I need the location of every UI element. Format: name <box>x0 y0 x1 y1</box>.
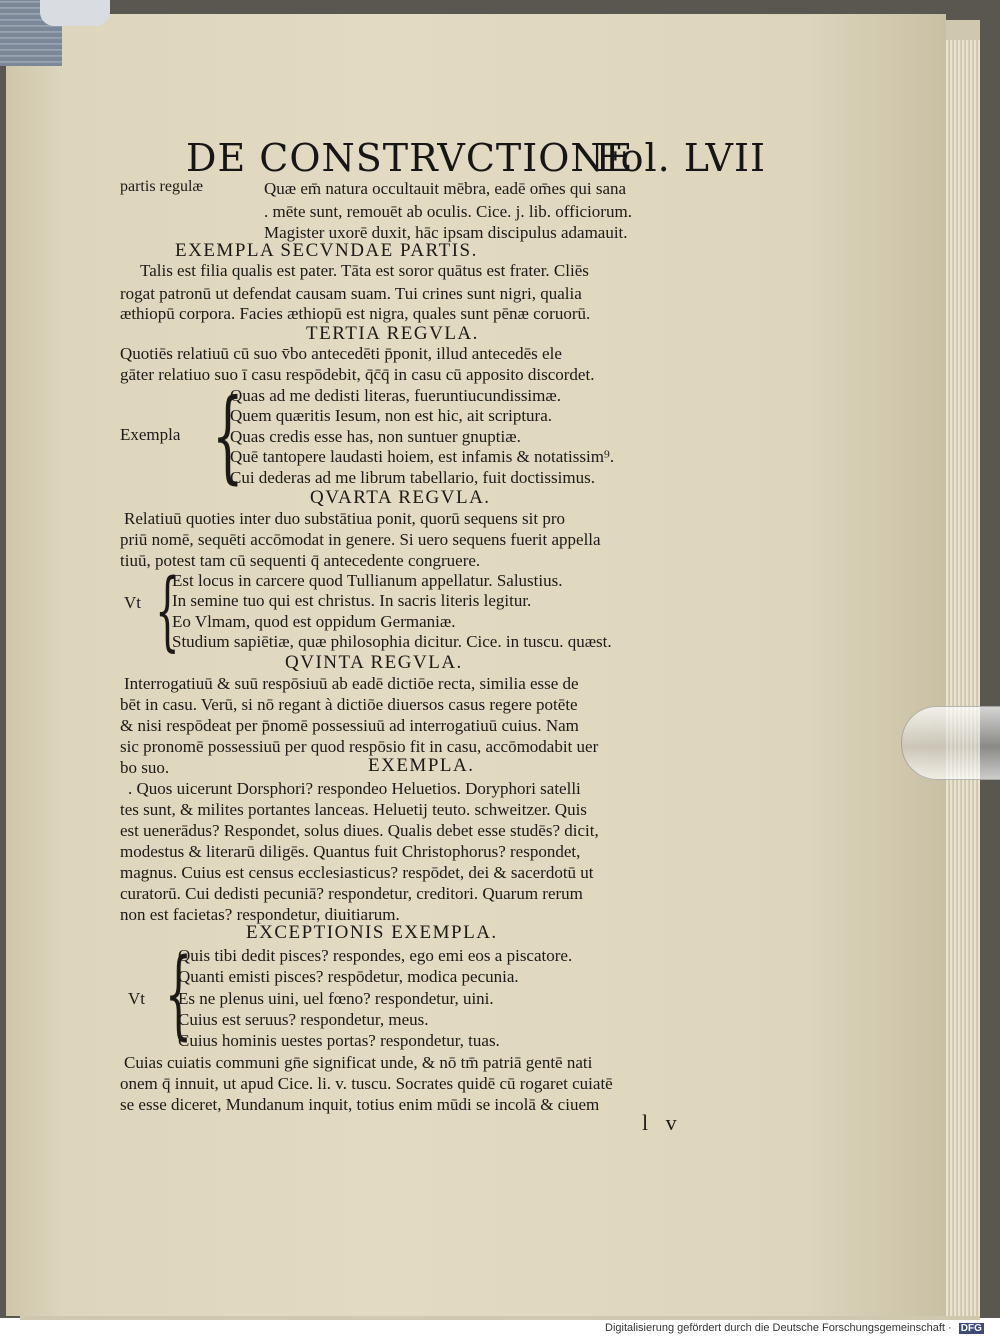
text-line: tes sunt, & milites portantes lanceas. Heluetij teuto. schweitzer. Quis <box>120 800 587 819</box>
ribbon-top <box>40 0 110 26</box>
text-line: gāter relatiuo suo ī casu respōdebit, q̄c̄q̄ in casu cū apposito discordet. <box>120 365 595 384</box>
text-line: Magister uxorē duxit, hāc ipsam discipulus adamauit. <box>264 223 628 242</box>
margin-label: partis regulæ <box>120 178 204 195</box>
text-line: Quæ em̄ natura occultauit mēbra, eadē om̄es qui sana <box>264 179 627 198</box>
section-heading: EXCEPTIONIS EXEMPLA. <box>246 922 498 943</box>
text-line: Cuias cuiatis communi gn̄e significat unde, & nō tm̄ patriā gentē nati <box>124 1053 593 1072</box>
text-line: sic pronomē possessiuū per quod respōsio fit in casu, accōmodabit uer <box>120 737 599 756</box>
example-label: Exempla <box>120 425 181 444</box>
brace-glyph: { <box>211 377 244 494</box>
text-line: . mēte sunt, remouēt ab oculis. Cice. j. lib. officiorum. <box>264 202 632 221</box>
example-line: Quem quæritis Iesum, non est hic, ait scriptura. <box>230 406 552 425</box>
text-line: Quotiēs relatiuū cū suo v̄bo antecedēti p̄ponit, illud antecedēs ele <box>120 344 562 363</box>
section-heading: QVINTA REGVLA. <box>285 652 463 673</box>
footer-credit: Digitalisierung gefördert durch die Deutsche Forschungsgemeinschaft · DFG <box>605 1322 982 1334</box>
text-line: non est facietas? respondetur, diuitiarum. <box>120 905 400 924</box>
example-line: Cuius est seruus? respondetur, meus. <box>178 1010 429 1029</box>
section-heading: EXEMPLA SECVNDAE PARTIS. <box>175 240 478 261</box>
example-label: Vt <box>128 989 145 1008</box>
text-line: est uenerādus? Respondet, solus diues. Qualis debet esse studēs? dicit, <box>120 821 599 840</box>
example-line: Quas credis esse has, non suntuer gnuptiæ. <box>230 427 521 446</box>
text-line: rogat patronū ut defendat causam suam. Tui crines sunt nigri, qualia <box>120 284 582 303</box>
dfg-logo: DFG <box>960 1322 982 1334</box>
example-line: Quis tibi dedit pisces? respondes, ego emi eos a piscatore. <box>178 946 573 965</box>
text-line: magnus. Cuius est census ecclesiasticus? respōdet, dei & sacerdotū ut <box>120 863 594 882</box>
text-line: onem q̄ innuit, ut apud Cice. li. v. tuscu. Socrates quidē cū rogaret cuiatē <box>120 1074 613 1093</box>
example-line: Quanti emisti pisces? respōdetur, modica pecunia. <box>178 967 519 986</box>
example-line: Eo Vlmam, quod est oppidum Germaniæ. <box>172 612 456 631</box>
page-clip <box>901 706 1000 780</box>
footer-text: Digitalisierung gefördert durch die Deutsche Forschungsgemeinschaft <box>605 1322 945 1334</box>
text-line: & nisi respōdeat per p̄nomē possessiuū ad interrogatiuū cuius. Nam <box>120 716 579 735</box>
text-line: tiuū, potest tam cū sequenti q̄ antecedente congruere. <box>120 551 481 570</box>
page-title: DE CONSTRVCTIONE <box>186 136 634 180</box>
text-line: curatorū. Cui dedisti pecuniā? respondetur, creditori. Quarum rerum <box>120 884 583 903</box>
example-line: Es ne plenus uini, uel fœno? respondetur, uini. <box>178 989 494 1008</box>
brace-glyph: { <box>155 561 180 661</box>
text-line: modestus & literarū diligēs. Quantus fuit Christophorus? respondet, <box>120 842 581 861</box>
text-line: se esse diceret, Mundanum inquit, totius enim mūdi se incolā & ciuem <box>120 1095 600 1114</box>
section-heading: QVARTA REGVLA. <box>310 487 491 508</box>
example-label: Vt <box>124 593 141 612</box>
running-header <box>186 136 766 180</box>
text-line: Talis est filia qualis est pater. Tāta est soror quātus est frater. Cliēs <box>140 261 589 280</box>
example-line: In semine tuo qui est christus. In sacris literis legitur. <box>172 591 532 610</box>
section-heading: TERTIA REGVLA. <box>306 323 479 344</box>
signature-mark: l v <box>642 1110 683 1135</box>
folio-number: Fol. LVII <box>595 136 766 180</box>
example-line: Cuius hominis uestes portas? respondetur, tuas. <box>178 1031 500 1050</box>
example-line: Quas ad me dedisti literas, fueruntiucundissimæ. <box>230 386 561 405</box>
text-line: Relatiuū quoties inter duo substātiua ponit, quorū sequens sit pro <box>124 509 566 528</box>
text-line: bo suo. <box>120 758 170 777</box>
example-line: Cui dederas ad me librum tabellario, fuit doctissimus. <box>230 468 595 487</box>
text-line: æthiopū corpora. Facies æthiopū est nigra, quales sunt pēnæ coruorū. <box>120 304 591 323</box>
brace-glyph: { <box>164 938 193 1050</box>
text-line: priū nomē, sequēti accōmodat in genere. Si uero sequens fuerit appella <box>120 530 601 549</box>
section-heading: EXEMPLA. <box>368 755 475 776</box>
text-line: . Quos uicerunt Dorsphori? respondeo Heluetios. Doryphori satelli <box>128 779 581 798</box>
text-line: Interrogatiuū & suū respōsiuū ab eadē dictiōe recta, similia esse de <box>124 674 579 693</box>
example-line: Studium sapiētiæ, quæ philosophia dicitur. Cice. in tuscu. quæst. <box>172 632 612 651</box>
example-line: Quē tantopere laudasti hoiem, est infamis & notatissim⁹. <box>230 447 615 466</box>
example-line: Est locus in carcere quod Tullianum appellatur. Salustius. <box>172 571 563 590</box>
text-line: bēt in casu. Verū, si nō regant à dictiōe diuersos casus regere potēte <box>120 695 578 714</box>
